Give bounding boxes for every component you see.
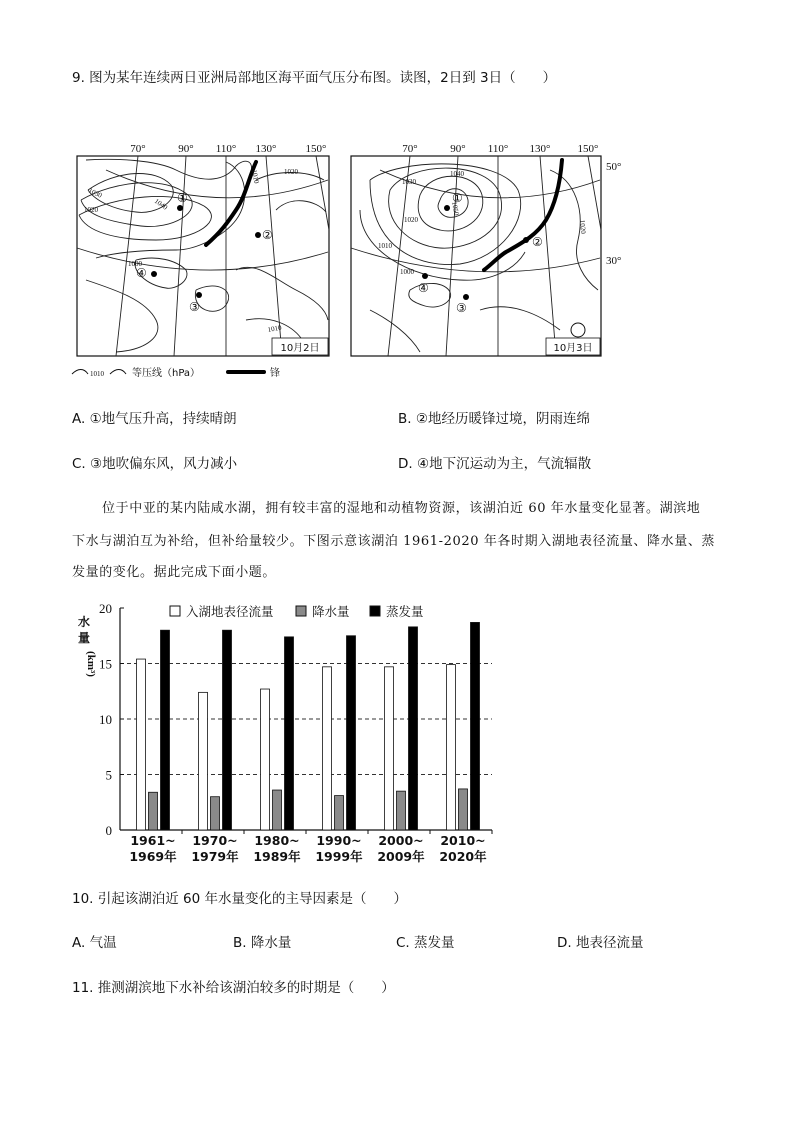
- q10-option-c[interactable]: C. 蒸发量: [396, 935, 455, 951]
- legend-label: 入湖地表径流量: [186, 604, 274, 619]
- y-tick-label: 0: [105, 823, 112, 838]
- isobar-label: 1010: [266, 323, 283, 334]
- passage-line: 下水与湖泊互为补给，但补给量较少。下图示意该湖泊 1961-2020 年各时期入湖地表径流量、降水量、蒸: [72, 534, 716, 549]
- point-label: ④: [136, 266, 147, 280]
- bar: [385, 667, 394, 830]
- isobar-label: 1030: [402, 178, 416, 186]
- isobar-label: 1020: [84, 206, 98, 214]
- isobar-label: 1000: [400, 268, 414, 276]
- lat-label: 50°: [606, 161, 622, 173]
- bar: [199, 692, 208, 830]
- map-legend: [70, 362, 310, 382]
- q11-stem: 11. 推测湖滨地下水补给该湖泊较多的时期是（ ）: [72, 980, 395, 996]
- y-tick-label: 10: [99, 712, 112, 727]
- q10-option-d[interactable]: D. 地表径流量: [557, 935, 644, 951]
- point-label: ②: [262, 228, 273, 242]
- legend-swatch: [170, 606, 180, 616]
- bar: [211, 797, 220, 830]
- x-tick-label: 1999年: [315, 849, 363, 864]
- isobar-label: 1040: [450, 170, 464, 178]
- legend-front-label: 锋: [270, 368, 280, 379]
- bar: [161, 630, 170, 830]
- bar: [347, 636, 356, 830]
- lon-label: 130°: [255, 143, 277, 155]
- bar: [261, 689, 270, 830]
- legend-isobar-label: 等压线（hPa）: [132, 368, 201, 379]
- lon-labels: [130, 143, 326, 155]
- point-label: ①: [452, 191, 463, 205]
- q10-stem: 10. 引起该湖泊近 60 年水量变化的主导因素是（ ）: [72, 891, 408, 907]
- y-tick-label: 5: [105, 767, 112, 783]
- legend-label: 降水量: [312, 604, 350, 619]
- x-tick-label: 1989年: [253, 849, 301, 864]
- lon-label: 90°: [450, 143, 466, 155]
- legend-isobar-sample: 1010: [90, 370, 104, 378]
- bar: [459, 789, 468, 830]
- q9-option-a[interactable]: A. ①地气压升高，持续晴朗: [72, 411, 237, 427]
- x-tick-label: 1980~: [254, 833, 300, 848]
- lon-label: 70°: [402, 143, 418, 155]
- isobar-label: 1040: [152, 197, 169, 212]
- map-date: 10月2日: [280, 343, 320, 354]
- bar: [447, 665, 456, 830]
- x-tick-label: 1961~: [130, 833, 176, 848]
- x-tick-label: 1970~: [192, 833, 238, 848]
- lon-label: 150°: [305, 143, 327, 155]
- y-tick-label: 15: [99, 656, 112, 672]
- bar: [471, 622, 480, 830]
- x-tick-label: 1979年: [191, 849, 239, 864]
- bar: [335, 796, 344, 830]
- pressure-map-oct3: [350, 140, 632, 358]
- legend-swatch: [296, 606, 306, 616]
- q10-option-b[interactable]: B. 降水量: [233, 935, 292, 951]
- q10-option-a[interactable]: A. 气温: [72, 935, 117, 951]
- legend-label: 蒸发量: [386, 604, 424, 619]
- point-label: ③: [456, 301, 467, 315]
- x-tick-label: 2000~: [378, 833, 424, 848]
- q9-option-b[interactable]: B. ②地经历暖锋过境，阴雨连绵: [398, 411, 590, 427]
- x-tick-label: 1969年: [129, 849, 177, 864]
- isobar-label: 1050: [450, 200, 461, 217]
- y-tick-label: 20: [99, 601, 112, 616]
- lon-label: 130°: [529, 143, 551, 155]
- lon-label: 70°: [130, 143, 146, 155]
- isobar-label: 1020: [284, 168, 298, 176]
- bar: [273, 790, 282, 830]
- bar: [397, 791, 406, 830]
- x-tick-label: 2009年: [377, 849, 425, 864]
- map-date: 10月3日: [553, 343, 593, 354]
- water-volume-chart: [72, 596, 512, 868]
- y-axis-unit: (km³): [85, 651, 97, 677]
- isobar-label: 1010: [250, 168, 261, 185]
- passage-line: 发量的变化。据此完成下面小题。: [72, 565, 277, 580]
- bar: [285, 637, 294, 830]
- lon-label: 110°: [215, 143, 237, 155]
- isobar-label: 1010: [378, 242, 392, 250]
- point-label: ①: [177, 191, 188, 205]
- lon-label: 110°: [487, 143, 509, 155]
- bar: [409, 627, 418, 830]
- bar: [137, 659, 146, 830]
- passage-line: 位于中亚的某内陆咸水湖，拥有较丰富的湿地和动植物资源，该湖泊近 60 年水量变化显著。湖滨地: [102, 501, 701, 516]
- bar: [149, 792, 158, 830]
- isobar-label: 1000: [128, 260, 142, 268]
- isobar-label: 1030: [87, 186, 104, 200]
- isobar-label: 1020: [404, 216, 418, 224]
- x-tick-label: 2020年: [439, 849, 487, 864]
- map-frame: [351, 156, 601, 356]
- y-axis-label: 量: [77, 631, 91, 645]
- point-label: ③: [189, 300, 200, 314]
- isobar-label: 1020: [578, 219, 588, 235]
- point-label: ②: [532, 235, 543, 249]
- bar: [223, 630, 232, 830]
- bar: [323, 667, 332, 830]
- lon-label: 150°: [577, 143, 599, 155]
- q9-option-c[interactable]: C. ③地吹偏东风，风力减小: [72, 456, 238, 472]
- lat-label: 30°: [606, 255, 622, 267]
- map-frame: [77, 156, 329, 356]
- point-label: ④: [418, 281, 429, 295]
- x-tick-label: 1990~: [316, 833, 362, 848]
- lon-label: 90°: [178, 143, 194, 155]
- pressure-map-oct2: [76, 140, 338, 358]
- y-axis-label: 水: [77, 615, 91, 629]
- q9-stem: 9. 图为某年连续两日亚洲局部地区海平面气压分布图。读图，2日到 3日（ ）: [72, 70, 557, 86]
- x-tick-label: 2010~: [440, 833, 486, 848]
- q9-option-d[interactable]: D. ④地下沉运动为主，气流辐散: [398, 456, 592, 472]
- legend-swatch: [370, 606, 380, 616]
